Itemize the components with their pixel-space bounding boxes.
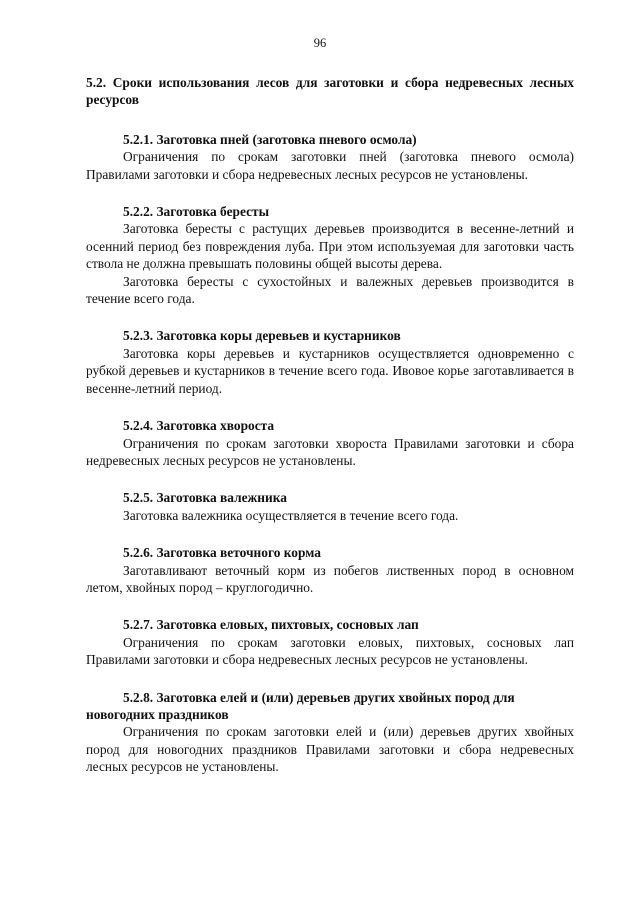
- subsection-5-2-4: [86, 417, 574, 469]
- paragraph: Заготовка валежника осуществляется в течение всего года.: [123, 507, 459, 523]
- paragraph: Заготавливают веточный корм из побегов лиственных пород в основном летом, хвойных пород – круглогодично.: [86, 562, 574, 595]
- subsection-heading: 5.2.7. Заготовка еловых, пихтовых, сосновых лап: [123, 617, 419, 633]
- document-body: [86, 74, 574, 776]
- paragraph: Заготовка коры деревьев и кустарников осуществляется одновременно с рубкой деревьев и кустарников в течение всего года. Ивовое корье заготавливается в весенне-летний период.: [86, 345, 574, 396]
- subsection-5-2-8: [86, 689, 574, 776]
- subsection-heading: 5.2.6. Заготовка веточного корма: [123, 545, 321, 561]
- subsection-5-2-7: [86, 616, 574, 668]
- paragraph: Заготовка бересты с растущих деревьев производится в весенне-летний и осенний период без повреждения луба. При этом используемая для заготовки часть ствола не должна превышать половины общей высоты дерева.: [86, 221, 574, 272]
- page-number: 96: [313, 36, 327, 50]
- paragraph: Ограничения по срокам заготовки хвороста Правилами заготовки и сбора недревесных лесных ресурсов не установлены.: [86, 435, 574, 468]
- paragraph: Ограничения по срокам заготовки пней (заготовка пневого осмола) Правилами заготовки и сбора недревесных лесных ресурсов не установлены.: [86, 149, 574, 182]
- paragraph: Ограничения по срокам заготовки елей и (или) деревьев других хвойных пород для новогодних праздников Правилами заготовки и сбора недревесных лесных ресурсов не установлены.: [86, 724, 574, 775]
- subsection-5-2-1: [86, 131, 574, 183]
- subsection-5-2-6: [86, 544, 574, 596]
- subsection-heading: 5.2.1. Заготовка пней (заготовка пневого осмола): [123, 131, 417, 147]
- subsection-heading: 5.2.4. Заготовка хвороста: [123, 418, 275, 434]
- paragraph: Ограничения по срокам заготовки еловых, пихтовых, сосновых лап Правилами заготовки и сбора недревесных лесных ресурсов не установлены.: [86, 634, 574, 668]
- subsection-5-2-5: [86, 489, 574, 524]
- subsection-5-2-3: [86, 327, 574, 397]
- section-title: 5.2. Сроки использования лесов для заготовки и сбора недревесных лесных ресурсов: [86, 75, 574, 108]
- paragraph: Заготовка бересты с сухостойных и валежных деревьев производится в течение всего года.: [86, 273, 574, 307]
- subsection-heading: 5.2.2. Заготовка бересты: [123, 204, 270, 220]
- subsection-heading: 5.2.5. Заготовка валежника: [123, 490, 287, 506]
- subsection-heading: 5.2.8. Заготовка елей и (или) деревьев других хвойных пород для новогодних праздников: [86, 689, 515, 722]
- subsection-5-2-2: [86, 203, 574, 307]
- subsection-heading: 5.2.3. Заготовка коры деревьев и кустарников: [123, 328, 401, 344]
